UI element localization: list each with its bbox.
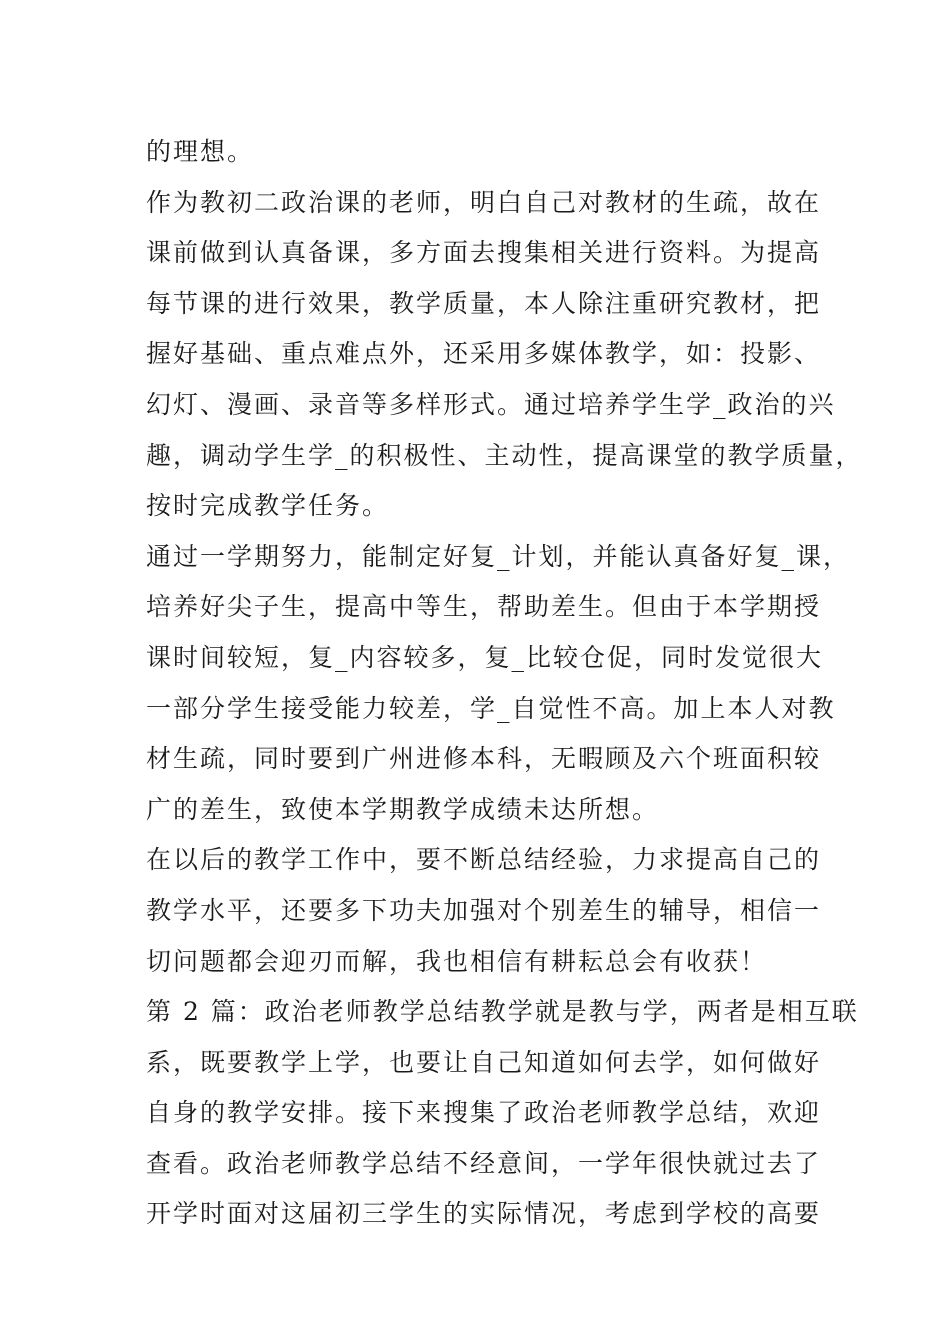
text-line: 一部分学生接受能力较差，学_自觉性不高。加上本人对教 bbox=[146, 693, 836, 723]
text-line: 课时间较短，复_内容较多，复_比较仓促，同时发觉很大 bbox=[146, 642, 824, 672]
text-line: 系，既要教学上学，也要让自己知道如何去学，如何做好 bbox=[146, 1047, 822, 1077]
text-line: 按时完成教学任务。 bbox=[146, 491, 390, 521]
text-line: 自身的教学安排。接下来搜集了政治老师教学总结，欢迎 bbox=[146, 1098, 822, 1128]
text-line: 握好基础、重点难点外，还采用多媒体教学，如：投影、 bbox=[146, 339, 822, 369]
text-line: 广的差生，致使本学期教学成绩未达所想。 bbox=[146, 794, 660, 824]
text-line: 每节课的进行效果，教学质量，本人除注重研究教材，把 bbox=[146, 288, 822, 318]
text-line: 切问题都会迎刃而解，我也相信有耕耘总会有收获！ bbox=[146, 946, 768, 976]
document-body bbox=[146, 127, 863, 1240]
text-line: 通过一学期努力，能制定好复_计划，并能认真备好复_课， bbox=[146, 541, 851, 571]
text-line: 材生疏，同时要到广州进修本科，无暇顾及六个班面积较 bbox=[146, 744, 822, 774]
text-line: 第 2 篇：政治老师教学总结教学就是教与学，两者是相互联 bbox=[146, 997, 859, 1027]
text-line: 的理想。 bbox=[146, 137, 255, 166]
text-line: 趣，调动学生学_的积极性、主动性，提高课堂的教学质量， bbox=[146, 440, 863, 470]
text-line: 查看。政治老师教学总结不经意间，一学年很快就过去了 bbox=[146, 1148, 822, 1178]
text-line: 作为教初二政治课的老师，明白自己对教材的生疏，故在 bbox=[146, 187, 822, 217]
text-line: 开学时面对这届初三学生的实际情况，考虑到学校的高要 bbox=[146, 1199, 822, 1229]
text-line: 培养好尖子生，提高中等生，帮助差生。但由于本学期授 bbox=[146, 592, 822, 622]
text-line: 课前做到认真备课，多方面去搜集相关进行资料。为提高 bbox=[146, 238, 822, 268]
text-line: 教学水平，还要多下功夫加强对个别差生的辅导，相信一 bbox=[146, 895, 822, 925]
text-line: 在以后的教学工作中，要不断总结经验，力求提高自己的 bbox=[146, 845, 822, 875]
text-line: 幻灯、漫画、录音等多样形式。通过培养学生学_政治的兴 bbox=[146, 389, 836, 419]
